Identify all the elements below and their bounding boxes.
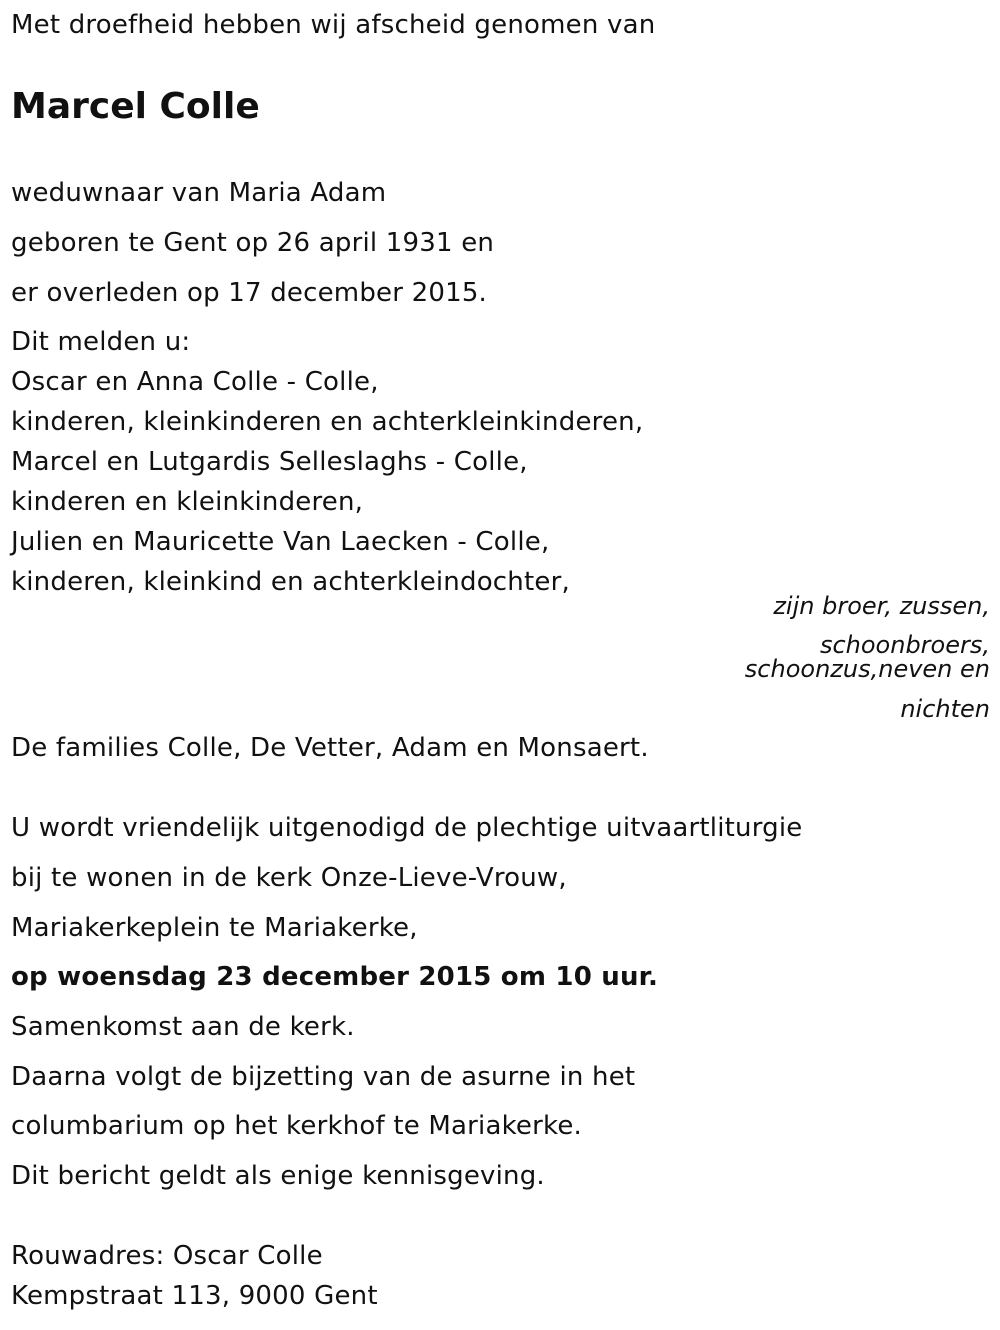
closing-line: Samenkomst aan de kerk. xyxy=(11,1012,355,1042)
invitation-line: U wordt vriendelijk uitgenodigd de plechtige uitvaartliturgie xyxy=(11,813,803,843)
mourning-address-label: Rouwadres: Oscar Colle xyxy=(11,1241,323,1271)
relatives-line: schoonzus,neven en xyxy=(744,655,990,683)
family-line: kinderen en kleinkinderen, xyxy=(11,487,364,517)
intro-line: Met droefheid hebben wij afscheid genomen van xyxy=(11,10,656,40)
family-line: Oscar en Anna Colle - Colle, xyxy=(11,367,379,397)
death-line: er overleden op 17 december 2015. xyxy=(11,278,488,308)
family-line: Marcel en Lutgardis Selleslaghs - Colle, xyxy=(11,447,528,477)
family-line: kinderen, kleinkind en achterkleindochter, xyxy=(11,567,570,597)
closing-line: Dit bericht geldt als enige kennisgeving. xyxy=(11,1161,545,1191)
closing-line: columbarium op het kerkhof te Mariakerke. xyxy=(11,1111,583,1141)
invitation-line: Mariakerkeplein te Mariakerke, xyxy=(11,913,418,943)
invitation-line: bij te wonen in de kerk Onze-Lieve-Vrouw, xyxy=(11,863,567,893)
deceased-name: Marcel Colle xyxy=(11,86,260,127)
family-line: kinderen, kleinkinderen en achterkleinkinderen, xyxy=(11,407,644,437)
relatives-line: zijn broer, zussen, xyxy=(773,592,990,620)
birth-line: geboren te Gent op 26 april 1931 en xyxy=(11,228,495,258)
announcers-intro: Dit melden u: xyxy=(11,327,191,357)
closing-line: Daarna volgt de bijzetting van de asurne in het xyxy=(11,1062,636,1092)
relatives-line: schoonbroers, xyxy=(819,631,990,659)
relatives-line: nichten xyxy=(900,695,990,723)
service-datetime: op woensdag 23 december 2015 om 10 uur. xyxy=(11,962,659,992)
families-line: De families Colle, De Vetter, Adam en Monsaert. xyxy=(11,733,649,763)
widower-line: weduwnaar van Maria Adam xyxy=(11,178,387,208)
mourning-address-street: Kempstraat 113, 9000 Gent xyxy=(11,1281,378,1311)
family-line: Julien en Mauricette Van Laecken - Colle, xyxy=(11,527,550,557)
